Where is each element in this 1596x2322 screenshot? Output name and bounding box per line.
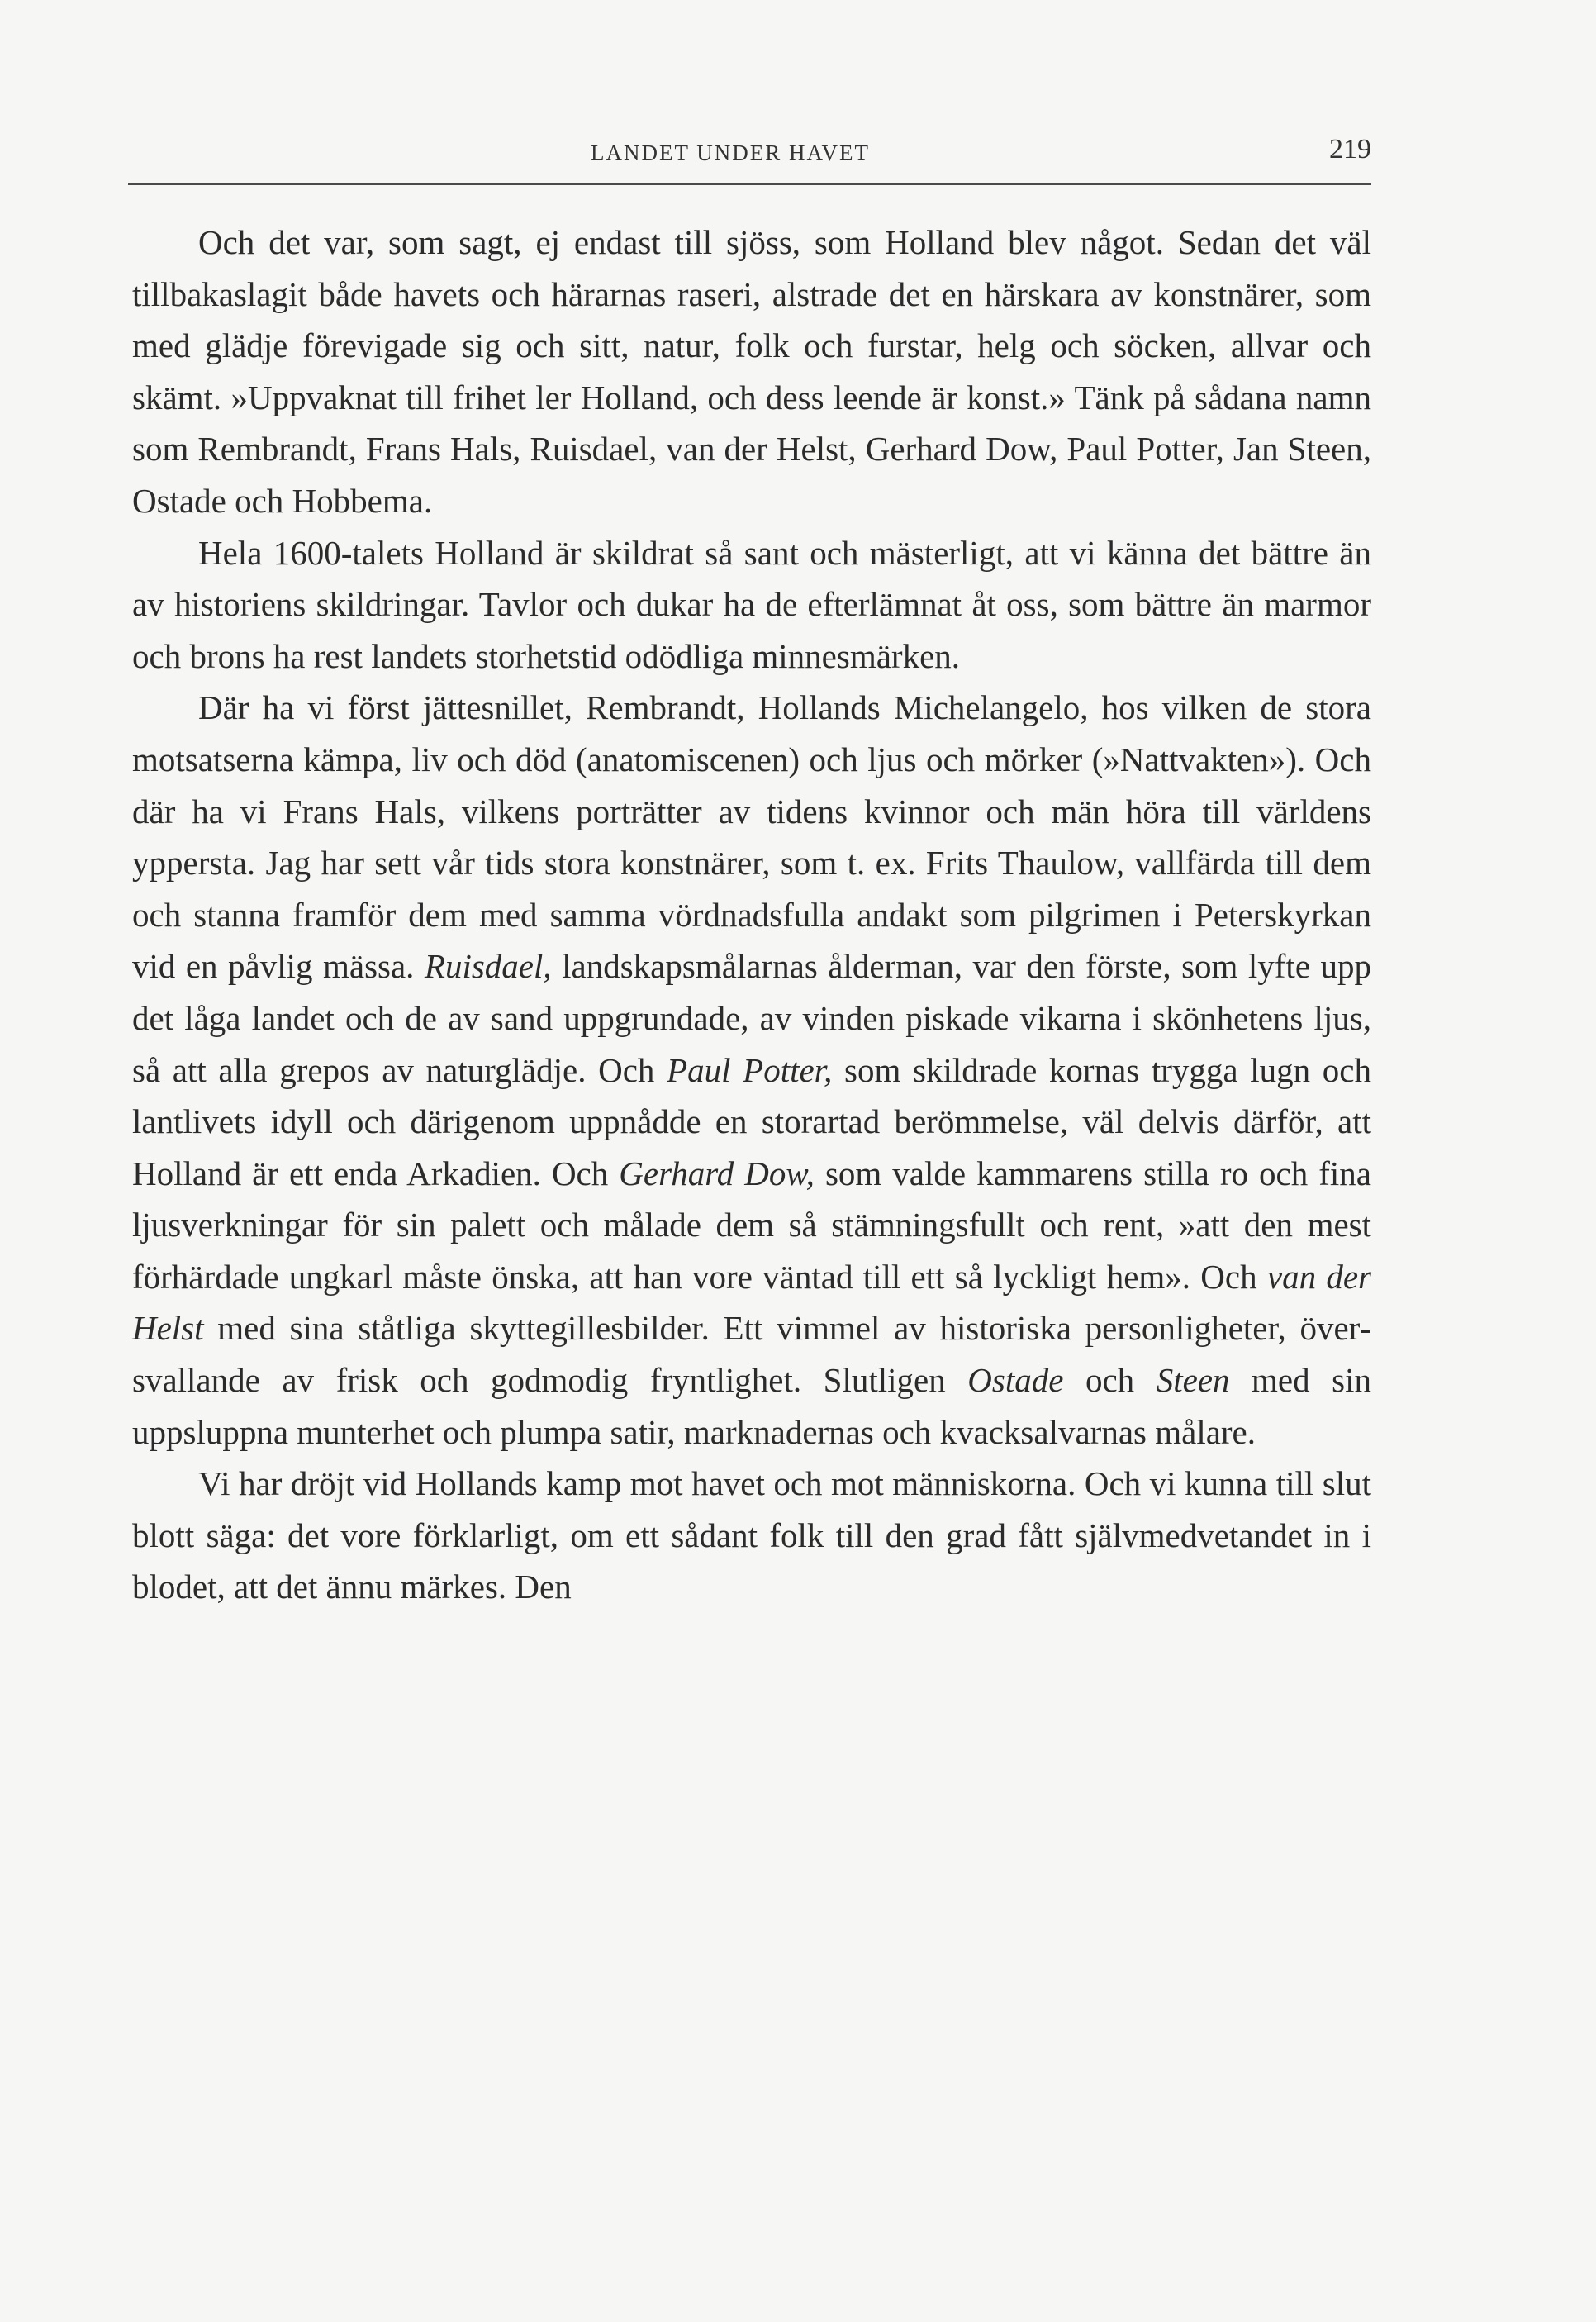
italic-name: van der Helst	[132, 1257, 1371, 1348]
text-segment: med sina ståtliga skyttegillesbilder. Ett vimmel av historiska personligheter, översvallande av frisk och godmodig fryntlighet. Slutligen	[132, 1309, 1371, 1400]
paragraph	[132, 682, 1371, 1458]
running-header	[128, 124, 1371, 185]
italic-name: Paul Potter,	[667, 1050, 833, 1089]
paragraph	[132, 1458, 1371, 1613]
italic-name: Ruisdael,	[424, 947, 552, 986]
text-segment: som valde kammarens stilla ro och fina ljusverkningar för sin palett och målade dem så stämningsfullt och rent, »att den mest förhärdade ungkarl måste önska, att han vore väntad till ett så lyckligt hem». Och	[132, 1154, 1371, 1296]
text-segment: som skildrade kornas trygga lugn och lantlivets idyll och därigenom uppnådde en storartad berömmelse, väl delvis därför, att Holland är ett enda Arkadien. Och	[132, 1050, 1372, 1192]
page-number: 219	[1329, 134, 1371, 164]
italic-name: Ostade	[967, 1361, 1064, 1400]
paragraph	[132, 527, 1371, 683]
paragraph	[132, 216, 1371, 527]
text-segment: Vi har dröjt vid Hollands kamp mot havet och mot människorna. Och vi kunna till slut blott säga: det vore förklarligt, om ett sådant folk till den grad fått självmedvetandet in i blodet, att det ännu märkes. Den	[132, 1464, 1371, 1606]
text-segment: med sin uppsluppna munterhet och plumpa satir, marknadernas och kvacksalvarnas målare.	[132, 1361, 1372, 1451]
text-segment: och	[1063, 1361, 1157, 1400]
text-segment: Hela 1600-talets Holland är skildrat så sant och mästerligt, att vi känna det bättre än av historiens skildringar. Tavlor och dukar ha de efterlämnat åt oss, som bättre än marmor och brons ha rest landets storhetstid odödliga minnesmärken.	[132, 533, 1371, 675]
text-segment: Och det var, som sagt, ej endast till sjöss, som Holland blev något. Sedan det väl tillbakaslagit både havets och härarnas raseri, alstrade det en härskara av konstnärer, som med glädje förevigade sig och sitt, natur, folk och furstar, helg och söcken, allvar och skämt. »Uppvaknat till frihet ler Holland, och dess leende är konst.» Tänk på sådana namn som Rembrandt, Frans Hals, Ruisdael, van der Helst, Gerhard Dow, Paul Potter, Jan Steen, Ostade och Hobbema.	[132, 223, 1371, 520]
text-segment: Där ha vi först jättesnillet, Rembrandt, Hollands Michelangelo, hos vilken de stora motsatserna kämpa, liv och död (anatomiscenen) och ljus och mörker (»Nattvakten»). Och där ha vi Frans Hals, vilkens porträtter av tidens kvinnor och män höra till världens yppersta. Jag har sett vår tids stora konstnärer, som t. ex. Frits Thaulow, vallfärda till dem och stanna framför dem med samma vördnadsfulla andakt som pilgrimen i Peterskyrkan vid en påvlig mässa.	[132, 688, 1371, 986]
text-segment: landskapsmålarnas ålderman, var den förste, som lyfte upp det låga landet och de av sand uppgrundade, av vinden piskade vikarna i skönhetens ljus, så att alla grepos av naturglädje. Och	[132, 947, 1371, 1089]
italic-name: Gerhard Dow,	[619, 1154, 815, 1192]
italic-name: Steen	[1156, 1361, 1230, 1400]
running-title: LANDET UNDER HAVET	[591, 140, 870, 165]
body-text	[132, 216, 1371, 1613]
